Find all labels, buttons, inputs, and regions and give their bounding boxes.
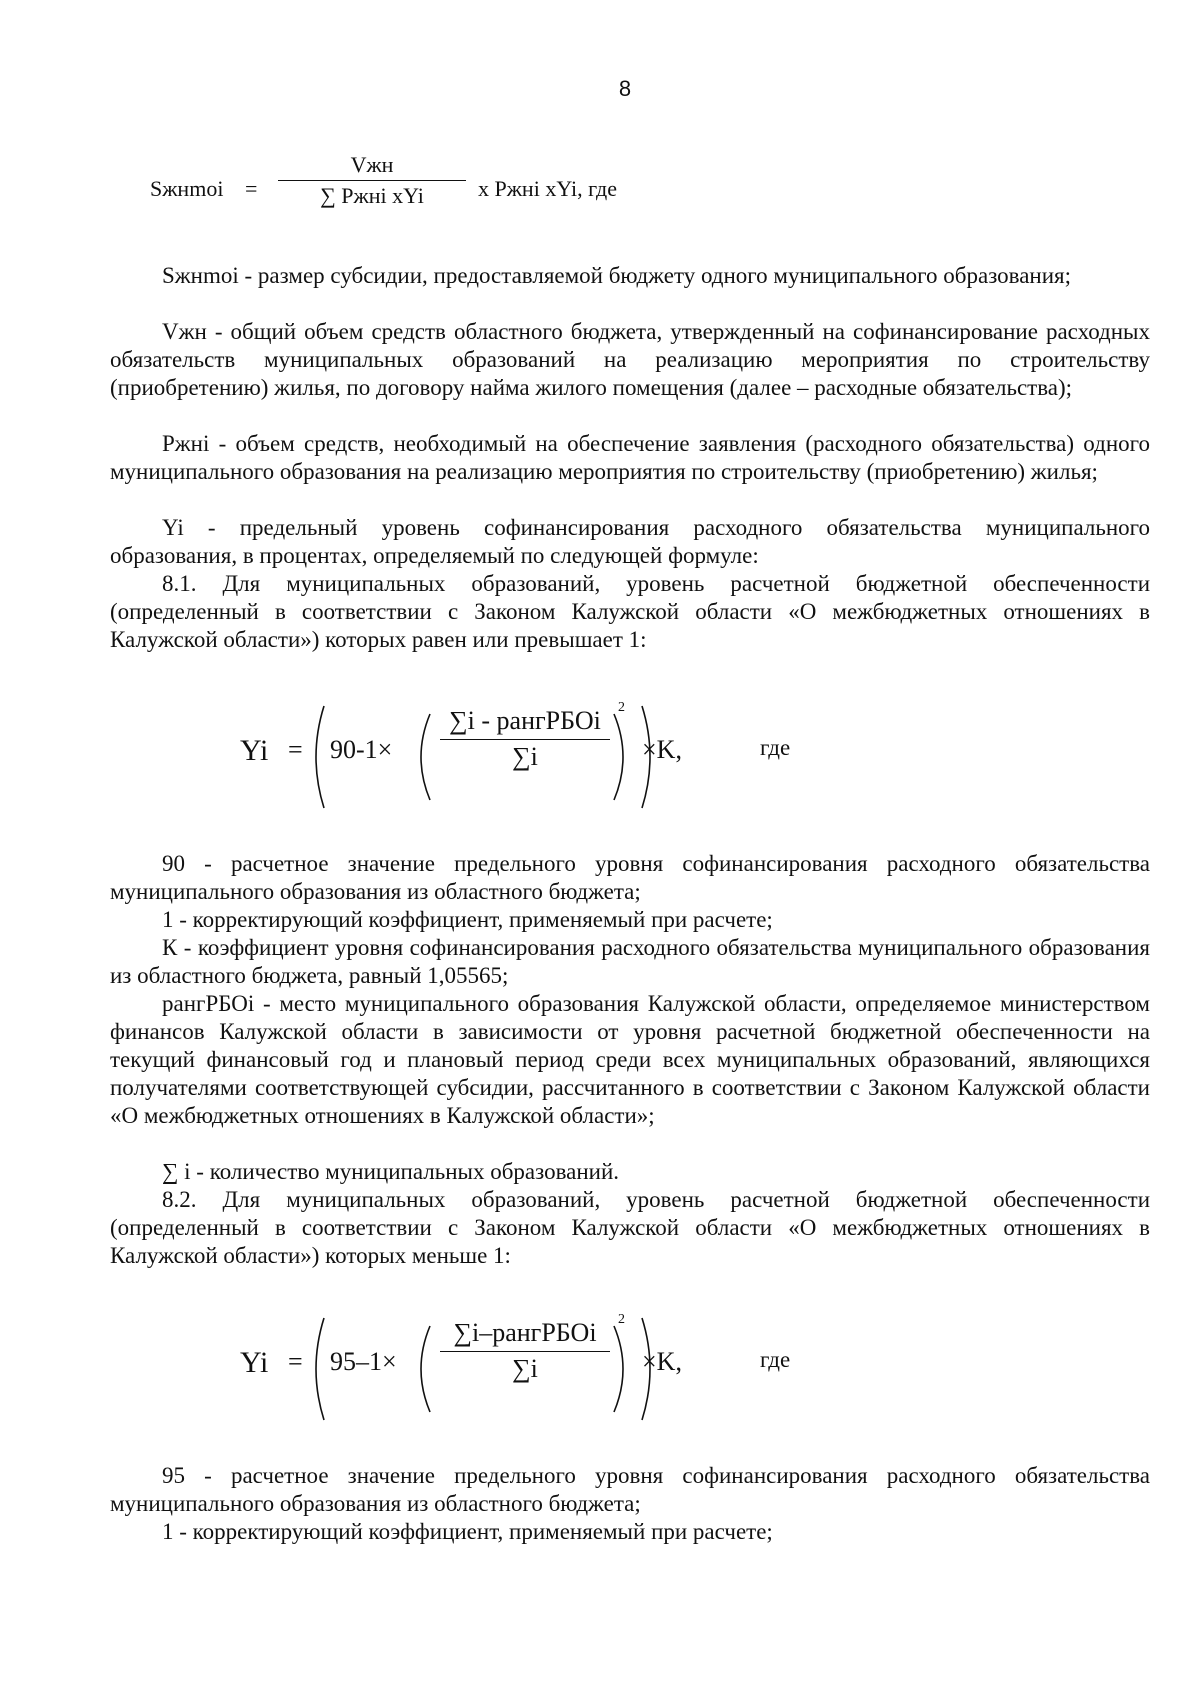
formula-tail: ×K,: [642, 735, 682, 764]
formula-yi-8-2: [240, 1314, 860, 1414]
formula-constant: 90-1×: [330, 735, 393, 764]
formula-numerator: ∑i–рангРБОi: [453, 1318, 597, 1347]
definition-s: Sжнmoi - размер субсидии, предоставляемой бюджету одного муниципального образования;: [162, 263, 1072, 288]
formula-yi-8-1: [240, 702, 860, 802]
formula-lhs: Yi: [240, 1346, 269, 1379]
formula-where: где: [760, 1347, 791, 1372]
formula-denominator: ∑i: [512, 742, 538, 771]
definition-1: 1 - корректирующий коэффициент, применяемый при расчете;: [162, 907, 773, 932]
definition-95: 95 - расчетное значение предельного уровня софинансирования расходного обязательства муниципального образования из областного бюджета;: [110, 1463, 1150, 1516]
formula-equals: =: [288, 1347, 303, 1376]
definition-y: Yi - предельный уровень софинансирования расходного обязательства муниципального образования, в процентах, определяемый по следующей формуле:: [110, 515, 1150, 568]
formula-constant: 95–1×: [330, 1347, 397, 1376]
definition-90: 90 - расчетное значение предельного уровня софинансирования расходного обязательства муниципального образования из областного бюджета;: [110, 851, 1150, 904]
definition-rank: рангРБОi - место муниципального образования Калужской области, определяемое министерством финансов Калужской области в зависимости от уровня расчетной бюджетной обеспеченности на текущий финансовый год и плановый период среди всех муниципальных образований, являющихся получателями соответствующей субсидии, рассчитанного в соответствии с Законом Калужской области «О межбюджетных отношениях в Калужской области»;: [110, 991, 1150, 1128]
formula-fraction: [440, 706, 610, 772]
definition-k: К - коэффициент уровня софинансирования расходного обязательства муниципального образования из областного бюджета, равный 1,05565;: [110, 935, 1150, 988]
clause-8-1: 8.1. Для муниципальных образований, уровень расчетной бюджетной обеспеченности (определенный в соответствии с Законом Калужской области «О межбюджетных отношениях в Калужской области») которых равен или превышает 1:: [110, 571, 1150, 652]
formula-denominator: ∑i: [512, 1354, 538, 1383]
definition-v: Vжн - общий объем средств областного бюджета, утвержденный на софинансирование расходных обязательств муниципальных образований на реализацию мероприятия по строительству (приобретению) жилья, по договору найма жилого помещения (далее – расходные обязательства);: [110, 319, 1150, 400]
definition-1-repeat: 1 - корректирующий коэффициент, применяемый при расчете;: [162, 1519, 773, 1544]
formula-equals: =: [245, 176, 258, 201]
clause-8-2: 8.2. Для муниципальных образований, уровень расчетной бюджетной обеспеченности (определенный в соответствии с Законом Калужской области «О межбюджетных отношениях в Калужской области») которых меньше 1:: [110, 1187, 1150, 1268]
formula-lhs: Yi: [240, 734, 269, 767]
definition-p: Pжнi - объем средств, необходимый на обеспечение заявления (расходного обязательства) одного муниципального образования на реализацию мероприятия по строительству (приобретению) жилья;: [110, 431, 1150, 484]
formula-denominator: ∑ Pжнi xYi: [320, 183, 424, 208]
formula-exponent: 2: [618, 1312, 625, 1327]
formula-lhs: Sжнmoi: [150, 176, 224, 201]
formula-fraction: [278, 152, 466, 209]
formula-subsidy: [150, 148, 950, 218]
definition-sum-i: ∑ i - количество муниципальных образований.: [162, 1159, 620, 1184]
formula-equals: =: [288, 735, 303, 764]
formula-numerator: ∑i - рангРБОi: [449, 706, 601, 735]
formula-where: где: [760, 735, 791, 760]
formula-fraction: [440, 1318, 610, 1384]
formula-numerator: Vжн: [350, 152, 394, 177]
page-number: 8: [618, 76, 632, 101]
formula-tail: x Pжнi xYi, где: [478, 176, 617, 201]
formula-tail: ×K,: [642, 1347, 682, 1376]
formula-exponent: 2: [618, 700, 625, 715]
